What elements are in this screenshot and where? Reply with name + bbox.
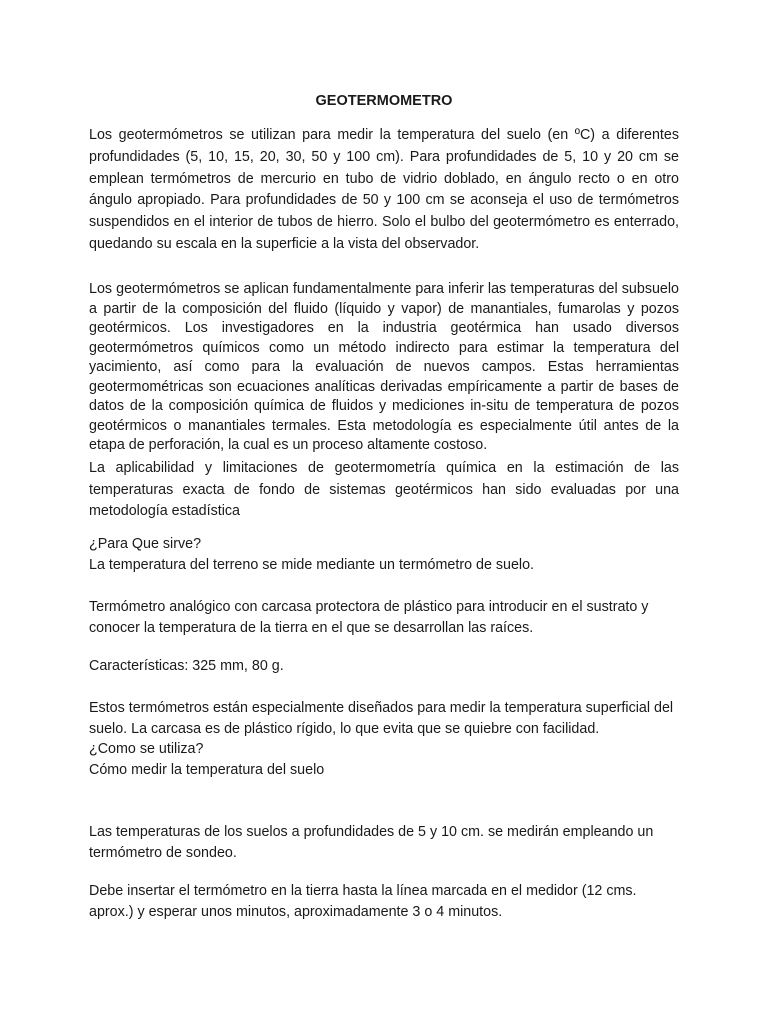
paragraph-design: Estos termómetros están especialmente diseñados para medir la temperatura superficial del suelo. La carcasa es de plástico rígido, lo que evita que se quiebre con facilidad.	[89, 700, 674, 737]
features-line: Características: 325 mm, 80 g.	[89, 658, 284, 674]
usage-section	[89, 698, 679, 780]
paragraph-soil-depths: Las temperaturas de los suelos a profundidades de 5 y 10 cm. se medirán empleando un termómetro de sondeo.	[89, 824, 654, 861]
question-usage: ¿Como se utiliza?	[89, 741, 204, 757]
paragraph-insertion-instructions: Debe insertar el termómetro en la tierra hasta la línea marcada en el medidor (12 cms. aprox.) y esperar unos minutos, aproximadamente 3 o 4 minutos.	[89, 883, 637, 920]
purpose-section	[89, 534, 679, 576]
paragraph-measurement-intro: Los geotermómetros se utilizan para medir la temperatura del suelo (en ºC) a diferentes profundidades (5, 10, 15, 20, 30, 50 y 100 cm). Para profundidades de 5, 10 y 20 cm se emplean termómetros de mercurio en tubo de vidrio doblado, en ángulo recto o en otro ángulo apropiado. Para profundidades de 50 y 100 cm se aconseja el uso de termómetros suspendidos en el interior de tubos de hierro. Solo el bulbo del geotermómetro es enterrado, quedando su escala en la superficie a la vista del observador.	[89, 127, 679, 252]
document-title: GEOTERMOMETRO	[315, 93, 453, 109]
paragraph-analog-thermometer: Termómetro analógico con carcasa protectora de plástico para introducir en el sustrato y conocer la temperatura de la tierra en el que se desarrollan las raíces.	[89, 599, 649, 636]
answer-purpose: La temperatura del terreno se mide mediante un termómetro de suelo.	[89, 557, 535, 573]
paragraph-applicability: La aplicabilidad y limitaciones de geotermometría química en la estimación de las temperaturas exacta de fondo de sistemas geotérmicos han sido evaluadas por una metodología estadística	[89, 460, 679, 519]
answer-usage: Cómo medir la temperatura del suelo	[89, 761, 325, 778]
paragraph-geothermometer-applications: Los geotermómetros se aplican fundamentalmente para inferir las temperaturas del subsuelo a partir de la composición del fluido (líquido y vapor) de manantiales, fumarolas y pozos geotérmicos. Los investigadores en la industria geotérmica han usado diversos geotermómetros químicos como un método indirecto para estimar la temperatura del yacimiento, así como para la evaluación de nuevos campos. Estas herramientas geotermométricas son ecuaciones analíticas derivadas empíricamente a partir de bases de datos de la composición química de fluidos y mediciones in-situ de temperatura de pozos geotérmicos o manantiales termales. Esta metodología es especialmente útil antes de la etapa de perforación, la cual es un proceso altamente costoso.	[89, 281, 679, 453]
question-purpose: ¿Para Que sirve?	[89, 536, 202, 552]
